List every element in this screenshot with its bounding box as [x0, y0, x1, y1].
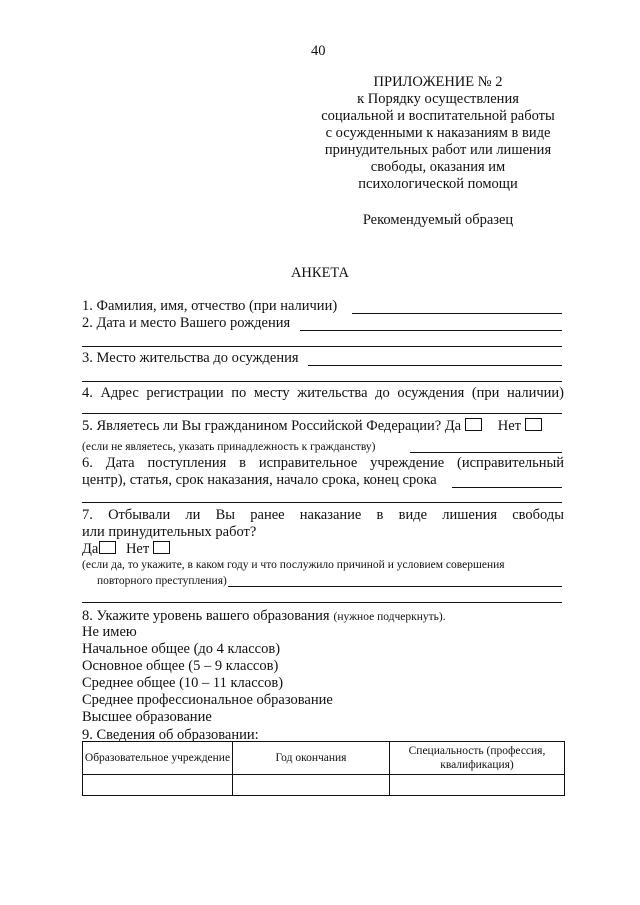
- checkbox-no[interactable]: [153, 541, 170, 554]
- question-9-label: 9. Сведения об образовании:: [82, 727, 259, 743]
- question-8-row: [82, 607, 446, 625]
- table-cell[interactable]: [83, 775, 233, 796]
- table-row: [83, 775, 565, 796]
- table-cell[interactable]: [233, 775, 390, 796]
- education-table: [82, 741, 565, 796]
- question-5-label: 5. Являетесь ли Вы гражданином Российской Федерации? Да: [82, 418, 462, 434]
- answer-line[interactable]: [82, 381, 562, 382]
- education-option[interactable]: Среднее общее (10 – 11 классов): [82, 675, 284, 691]
- answer-line[interactable]: [300, 330, 562, 331]
- form-title: АНКЕТА: [290, 265, 350, 281]
- answer-line[interactable]: [228, 586, 562, 587]
- question-8-label: 8. Укажите уровень вашего образования: [82, 608, 330, 624]
- question-2-label: 2. Дата и место Вашего рождения: [82, 315, 291, 331]
- question-7-yes-label: Да: [82, 541, 99, 557]
- table-header-specialty: Специальность (профессия, квалификация): [390, 742, 565, 775]
- education-option[interactable]: Среднее профессиональное образование: [82, 692, 333, 708]
- appendix-line: психологической помощи: [358, 176, 518, 192]
- checkbox-yes[interactable]: [465, 418, 482, 431]
- answer-line[interactable]: [82, 413, 562, 414]
- question-5-note: (если не являетесь, указать принадлежность к гражданству): [82, 441, 376, 453]
- answer-line[interactable]: [410, 452, 562, 453]
- question-3-label: 3. Место жительства до осуждения: [82, 350, 299, 366]
- education-option[interactable]: Начальное общее (до 4 классов): [82, 641, 281, 657]
- checkbox-yes[interactable]: [99, 541, 116, 554]
- question-7-no-label: Нет: [125, 541, 150, 557]
- question-4-label: 4. Адрес регистрации по месту жительства до осуждения (при наличии): [82, 385, 564, 401]
- appendix-line: свободы, оказания им: [370, 159, 506, 175]
- answer-line[interactable]: [352, 313, 562, 314]
- question-5-row: [82, 418, 542, 435]
- question-7-label-cont: или принудительных работ?: [82, 524, 257, 540]
- appendix-line: социальной и воспитательной работы: [321, 108, 555, 124]
- question-7-note-cont: повторного преступления): [97, 575, 227, 587]
- answer-line[interactable]: [452, 487, 562, 488]
- question-6-label-cont: центр), статья, срок наказания, начало срока, конец срока: [82, 472, 437, 488]
- table-header-institution: Образовательное учреждение: [83, 742, 233, 775]
- education-option[interactable]: Не имею: [82, 624, 137, 640]
- question-7-label: 7. Отбывали ли Вы ранее наказание в виде лишения свободы: [82, 507, 564, 523]
- education-level-list: [82, 624, 333, 726]
- checkbox-no[interactable]: [525, 418, 542, 431]
- question-7-note: (если да, то укажите, в каком году и что послужило причиной и условием совершения: [82, 559, 505, 571]
- appendix-line: к Порядку осуществления: [357, 91, 519, 107]
- education-option[interactable]: Высшее образование: [82, 709, 212, 725]
- answer-line[interactable]: [82, 502, 562, 503]
- question-5-no-label: Нет: [497, 418, 521, 434]
- question-1-label: 1. Фамилия, имя, отчество (при наличии): [82, 298, 338, 314]
- page-number: 40: [311, 43, 326, 59]
- answer-line[interactable]: [308, 365, 562, 366]
- answer-line[interactable]: [82, 346, 562, 347]
- sample-note: Рекомендуемый образец: [362, 212, 514, 228]
- question-6-label: 6. Дата поступления в исправительное учреждение (исправительный: [82, 455, 564, 471]
- question-8-hint: (нужное подчеркнуть).: [333, 611, 446, 623]
- question-7-options: [82, 541, 170, 558]
- table-cell[interactable]: [390, 775, 565, 796]
- appendix-line: принудительных работ или лишения: [324, 142, 552, 158]
- answer-line[interactable]: [82, 602, 562, 603]
- appendix-line: с осужденными к наказаниям в виде: [325, 125, 551, 141]
- appendix-title: ПРИЛОЖЕНИЕ № 2: [373, 74, 503, 90]
- table-header-year: Год окончания: [233, 742, 390, 775]
- education-option[interactable]: Основное общее (5 – 9 классов): [82, 658, 279, 674]
